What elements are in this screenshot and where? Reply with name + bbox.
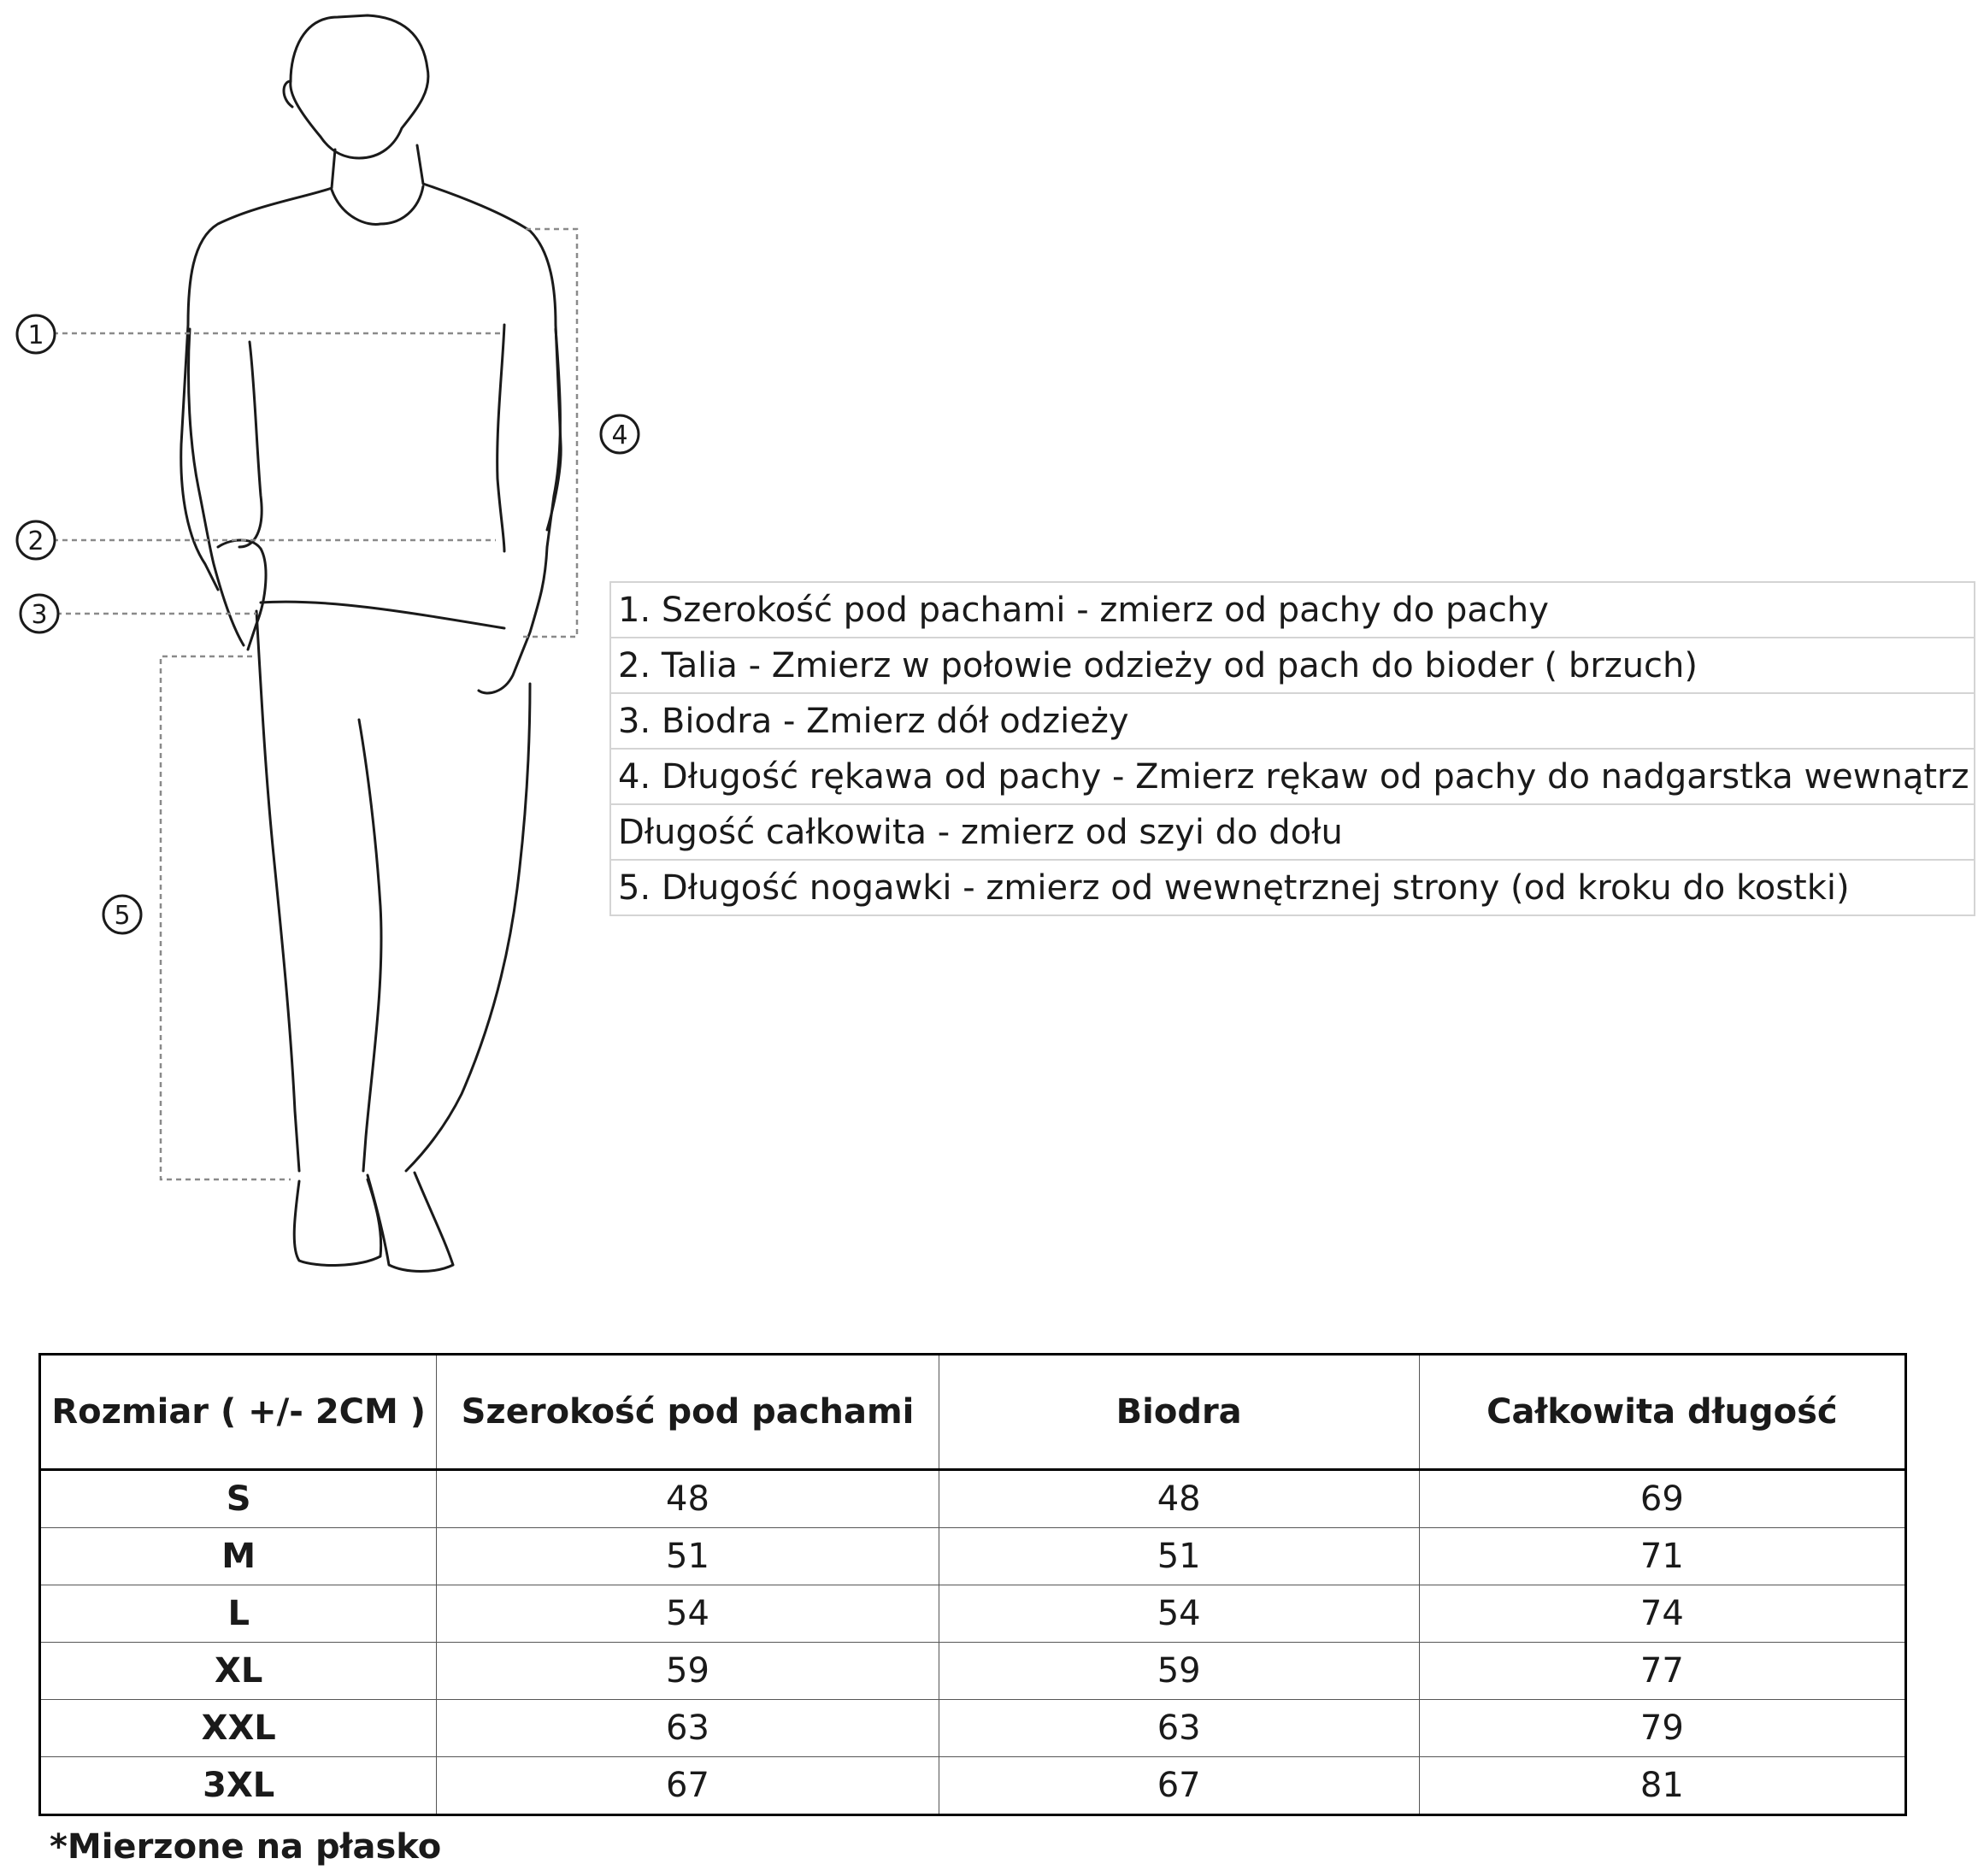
marker-3-label: 3 <box>31 600 48 630</box>
size-cell: S <box>40 1470 437 1528</box>
marker-1-label: 1 <box>27 321 44 350</box>
legend-item-3: 3. Biodra - Zmierz dół odzieży <box>610 693 1975 749</box>
hips-cell: 63 <box>939 1700 1419 1757</box>
hips-cell: 67 <box>939 1757 1419 1815</box>
legend-item-1: 1. Szerokość pod pachami - zmierz od pachy do pachy <box>610 582 1975 638</box>
legend-row <box>610 860 1975 915</box>
marker-2-label: 2 <box>27 526 44 556</box>
header-total-length: Całkowita długość <box>1419 1355 1905 1470</box>
hips-cell: 54 <box>939 1585 1419 1643</box>
shirt-hem-outline <box>261 602 504 628</box>
size-cell: L <box>40 1585 437 1643</box>
measure-bracket-5 <box>161 656 291 1179</box>
measurement-note: *Mierzone na płasko <box>50 1827 442 1867</box>
size-cell: 3XL <box>40 1757 437 1815</box>
legend-row <box>610 749 1975 804</box>
total-length-cell: 69 <box>1419 1470 1905 1528</box>
chest-width-cell: 54 <box>437 1585 939 1643</box>
head-outline <box>291 15 428 158</box>
legend-row <box>610 582 1975 638</box>
legend-item-5: 5. Długość nogawki - zmierz od wewnętrznej strony (od kroku do kostki) <box>610 860 1975 915</box>
legend-row <box>610 638 1975 693</box>
marker-3 <box>21 595 58 632</box>
chest-width-cell: 48 <box>437 1470 939 1528</box>
left-arm-outline <box>188 329 244 645</box>
marker-1 <box>17 315 55 353</box>
chest-width-cell: 59 <box>437 1643 939 1700</box>
chest-width-cell: 63 <box>437 1700 939 1757</box>
total-length-cell: 74 <box>1419 1585 1905 1643</box>
right-arm-inner <box>497 325 504 551</box>
left-arm-inner <box>239 342 262 547</box>
legend-row <box>610 804 1975 860</box>
total-length-cell: 81 <box>1419 1757 1905 1815</box>
header-hips: Biodra <box>939 1355 1419 1470</box>
collar-outline <box>332 186 423 225</box>
total-length-cell: 77 <box>1419 1643 1905 1700</box>
table-row <box>40 1528 1906 1585</box>
legend-row <box>610 693 1975 749</box>
legend-item-4: 4. Długość rękawa od pachy - Zmierz rękaw od pachy do nadgarstka wewnątrz <box>610 749 1975 804</box>
measure-bracket-4 <box>521 229 577 637</box>
table-header-row <box>40 1355 1906 1470</box>
person-measurement-figure <box>0 0 650 1282</box>
table-row <box>40 1470 1906 1528</box>
right-arm-outline <box>479 329 560 693</box>
marker-2 <box>17 521 55 559</box>
left-shoe-outline <box>294 1179 380 1265</box>
table-row <box>40 1700 1906 1757</box>
marker-5-label: 5 <box>114 901 131 931</box>
hips-cell: 48 <box>939 1470 1419 1528</box>
shoulder-right-outline <box>417 145 561 530</box>
size-cell: M <box>40 1528 437 1585</box>
table-row <box>40 1643 1906 1700</box>
legend-item-total-length: Długość całkowita - zmierz od szyi do dołu <box>610 804 1975 860</box>
marker-4 <box>601 415 639 453</box>
table-row <box>40 1757 1906 1815</box>
trousers-outline <box>256 611 299 1171</box>
chest-width-cell: 51 <box>437 1528 939 1585</box>
header-size: Rozmiar ( +/- 2CM ) <box>40 1355 437 1470</box>
hips-cell: 51 <box>939 1528 1419 1585</box>
total-length-cell: 79 <box>1419 1700 1905 1757</box>
total-length-cell: 71 <box>1419 1528 1905 1585</box>
hips-cell: 59 <box>939 1643 1419 1700</box>
chest-width-cell: 67 <box>437 1757 939 1815</box>
table-row <box>40 1585 1906 1643</box>
measurement-legend <box>609 581 1975 916</box>
legend-item-2: 2. Talia - Zmierz w połowie odzieży od pach do bioder ( brzuch) <box>610 638 1975 693</box>
size-chart-table <box>38 1353 1907 1816</box>
marker-4-label: 4 <box>611 420 628 450</box>
person-outline-svg <box>0 0 650 1282</box>
trousers-right-outline <box>406 684 530 1171</box>
trousers-crotch <box>359 720 381 1171</box>
size-cell: XXL <box>40 1700 437 1757</box>
header-chest-width: Szerokość pod pachami <box>437 1355 939 1470</box>
marker-5 <box>103 896 141 933</box>
size-cell: XL <box>40 1643 437 1700</box>
